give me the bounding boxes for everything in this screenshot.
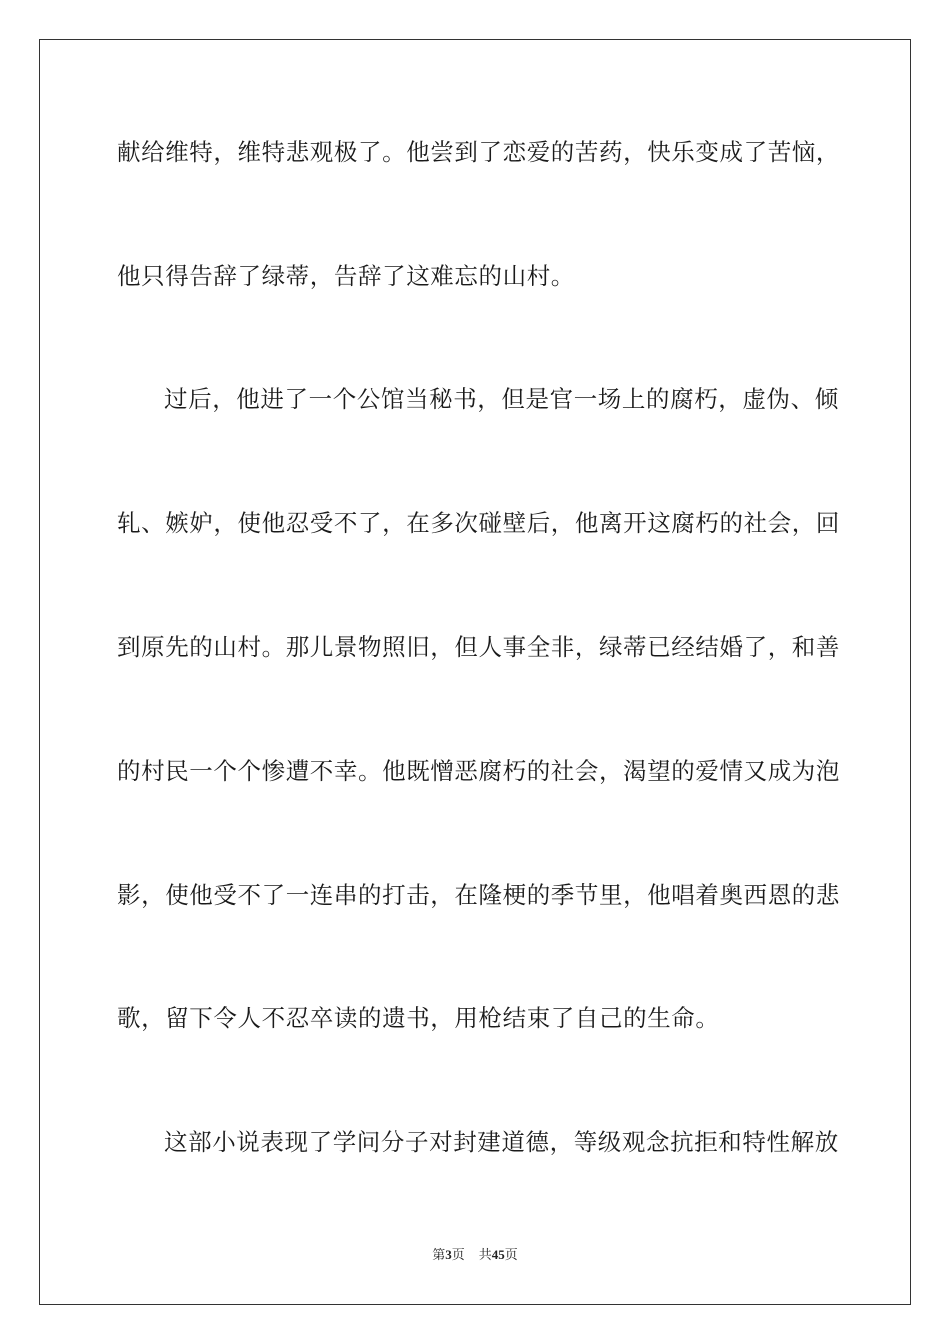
body-line-7: 影，使他受不了一连串的打击，在隆梗的季节里，他唱着奥西恩的悲 bbox=[117, 881, 840, 909]
total-prefix: 共 bbox=[478, 1247, 492, 1262]
page-border bbox=[39, 39, 911, 1305]
body-line-9: 这部小说表现了学问分子对封建道德，等级观念抗拒和特性解放 bbox=[164, 1128, 839, 1156]
body-line-8: 歌，留下令人不忍卒读的遗书，用枪结束了自己的生命。 bbox=[117, 1004, 720, 1032]
page-suffix: 页 bbox=[451, 1247, 465, 1262]
body-line-1: 献给维特，维特悲观极了。他尝到了恋爱的苦药，快乐变成了苦恼， bbox=[117, 138, 840, 166]
total-suffix: 页 bbox=[504, 1247, 518, 1262]
body-line-3: 过后，他进了一个公馆当秘书，但是官一场上的腐朽，虚伪、倾 bbox=[164, 385, 839, 413]
page-footer bbox=[0, 1246, 950, 1264]
page-number: 3 bbox=[445, 1247, 452, 1262]
body-line-4: 轧、嫉妒，使他忍受不了，在多次碰壁后，他离开这腐朽的社会，回 bbox=[117, 509, 840, 537]
body-line-6: 的村民一个个惨遭不幸。他既憎恶腐朽的社会，渴望的爱情又成为泡 bbox=[117, 757, 840, 785]
page-prefix: 第 bbox=[432, 1247, 446, 1262]
body-line-5: 到原先的山村。那儿景物照旧，但人事全非，绿蒂已经结婚了，和善 bbox=[117, 633, 840, 661]
body-line-2: 他只得告辞了绿蒂，告辞了这难忘的山村。 bbox=[117, 262, 575, 290]
total-pages: 45 bbox=[491, 1247, 505, 1262]
